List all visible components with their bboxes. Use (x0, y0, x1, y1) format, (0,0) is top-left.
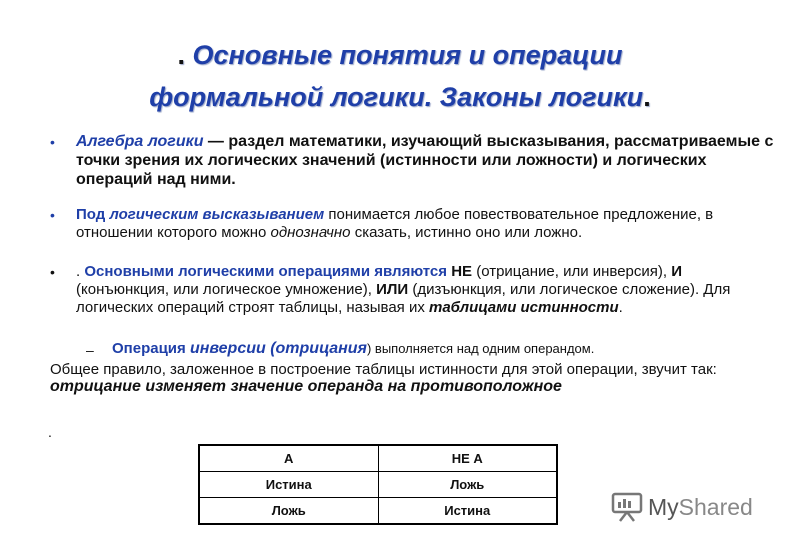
myshared-logo (610, 490, 753, 524)
table-row (199, 472, 557, 498)
bullet-1: • (50, 134, 55, 150)
paragraph-inversion: Операция инверсии (отрицания) выполняется над одним операндом. (112, 340, 595, 357)
truth-table-header (199, 445, 557, 472)
logo-text: MyShared (648, 493, 753, 520)
table-cell: Истина (199, 472, 378, 498)
table-cell: Ложь (199, 498, 378, 525)
table-cell: Истина (378, 498, 557, 525)
table-row (199, 498, 557, 525)
header-a: А (199, 445, 378, 472)
title-line-1: . Основные понятия и операции (177, 40, 623, 70)
title-line-2: формальной логики. Законы логики. (149, 82, 651, 112)
presentation-board-icon (610, 490, 644, 524)
paragraph-rule: Общее правило, заложенное в построение таблицы истинности для этой операции, звучит так: отрицание изменяет значение операнда на противоположное (50, 361, 717, 395)
stray-dot: . (48, 424, 52, 440)
header-not-a: НЕ А (378, 445, 557, 472)
sub-bullet-dash: – (86, 342, 94, 358)
table-cell: Ложь (378, 472, 557, 498)
bullet-2: • (50, 207, 55, 223)
slide-title (60, 34, 740, 118)
paragraph-statement: Под логическим высказыванием понимается любое повествовательное предложение, в отношении которого можно однозначно сказать, истинно оно или ложно. (76, 206, 714, 241)
paragraph-operations: . Основными логическими операциями являются НЕ (отрицание, или инверсия), И (конъюнкция, или логическое умножение), ИЛИ (дизъюнкция, или логическое сложение). Для логических операций строят таблицы, называя их таблицами истинности. (76, 263, 731, 316)
bullet-3: • (50, 264, 55, 280)
truth-table (198, 444, 558, 525)
paragraph-algebra: Алгебра логики — раздел математики, изучающий высказывания, рассматриваемые с точки зрения их логических значений (истинности или ложности) и логических операций над ними. (76, 133, 774, 188)
